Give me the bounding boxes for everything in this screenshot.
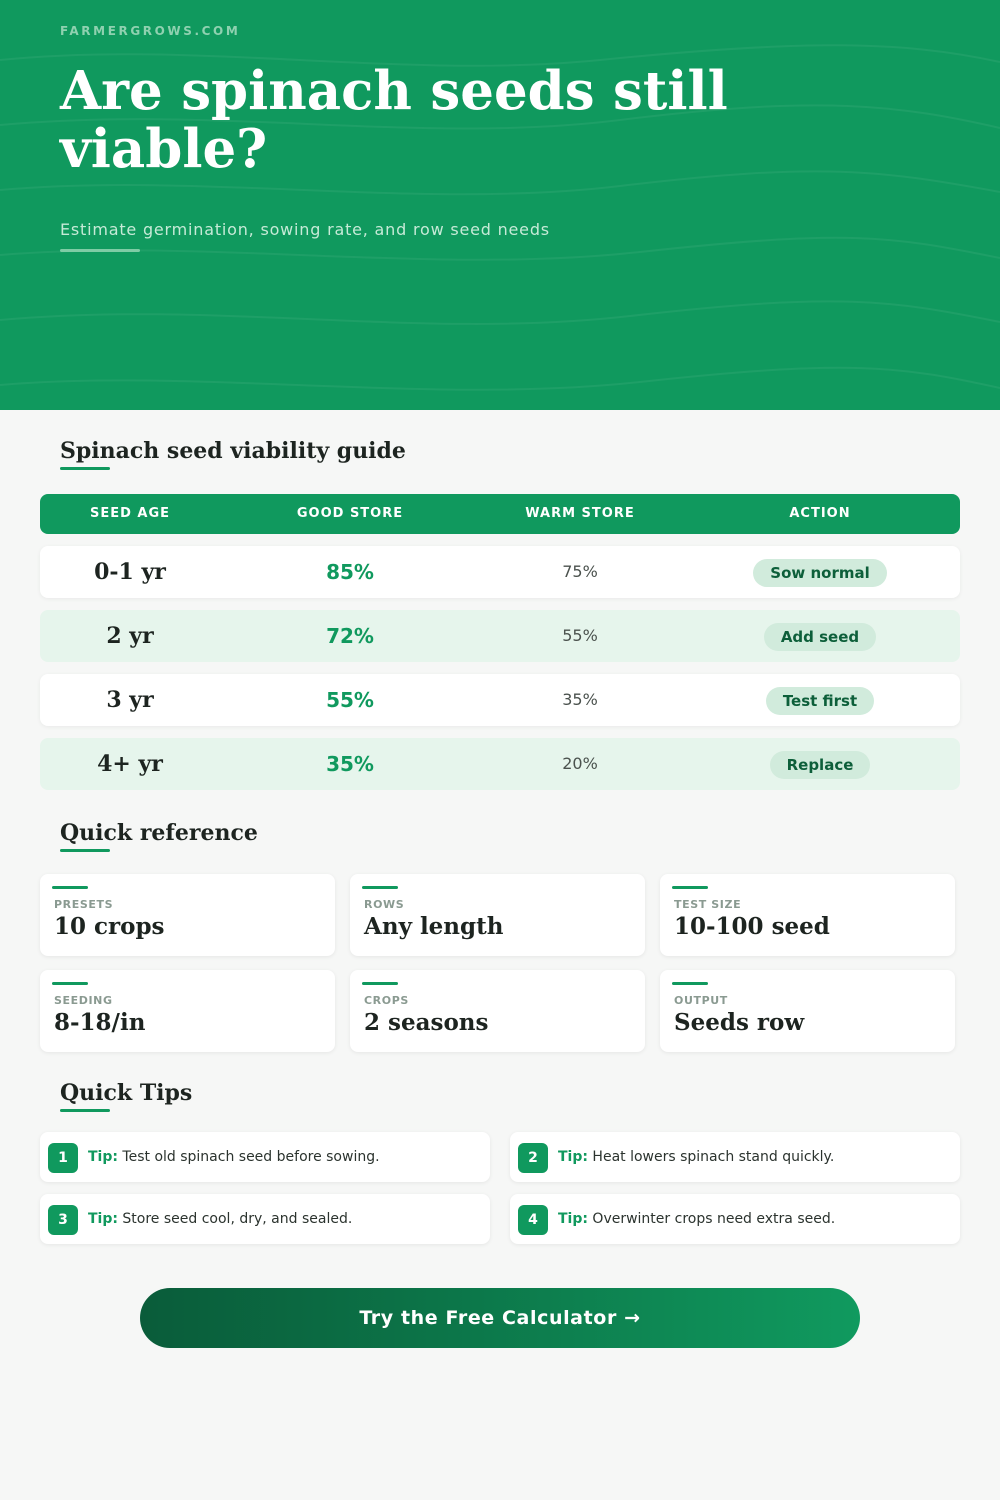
reference-title: Quick reference [60,820,258,846]
page-subtitle: Estimate germination, sowing rate, and row seed needs [60,220,550,239]
tip-prefix: Tip: [558,1149,588,1165]
tip-item [40,1132,490,1182]
warm-store-cell: 20% [562,754,598,773]
tip-body: Store seed cool, dry, and sealed. [122,1211,353,1227]
table-row [40,674,960,726]
reference-card-test-size [660,874,955,956]
card-value: Any length [364,913,504,940]
card-label: SEEDING [54,994,113,1007]
tip-body: Test old spinach seed before sowing. [122,1149,380,1165]
guide-title-underline [60,467,110,470]
tip-text [88,1132,380,1182]
seed-age-cell: 0-1 yr [94,559,166,585]
card-value: 10 crops [54,913,165,940]
good-store-cell: 72% [326,624,374,648]
table-row [40,738,960,790]
tip-item [510,1194,960,1244]
tip-body: Overwinter crops need extra seed. [592,1211,836,1227]
card-accent [52,982,88,985]
calculator-cta-button[interactable]: Try the Free Calculator → [140,1288,860,1348]
site-name[interactable]: FARMERGROWS.COM [60,24,241,38]
good-store-cell: 55% [326,688,374,712]
card-value: Seeds row [674,1009,805,1036]
tip-prefix: Tip: [88,1149,118,1165]
good-store-cell: 85% [326,560,374,584]
warm-store-cell: 35% [562,690,598,709]
table-row [40,546,960,598]
tip-prefix: Tip: [558,1211,588,1227]
hero-banner [0,0,1000,410]
column-header-good-store: GOOD STORE [296,506,404,521]
seed-age-cell: 4+ yr [97,751,163,777]
tip-prefix: Tip: [88,1211,118,1227]
tip-item [510,1132,960,1182]
action-badge: Add seed [764,623,876,651]
card-accent [362,982,398,985]
action-badge: Test first [766,687,874,715]
page-title: Are spinach seeds still viable? [60,60,728,180]
card-accent [362,886,398,889]
action-cell [710,674,930,726]
column-header-seed-age: SEED AGE [89,506,171,521]
subtitle-underline [60,249,140,252]
reference-title-underline [60,849,110,852]
card-value: 8-18/in [54,1009,146,1036]
tip-item [40,1194,490,1244]
tip-text [88,1194,352,1244]
table-row [40,610,960,662]
tip-number: 4 [518,1205,548,1235]
action-cell [710,738,930,790]
reference-card-output [660,970,955,1052]
good-store-cell: 35% [326,752,374,776]
seed-age-cell: 2 yr [106,623,154,649]
column-header-warm-store: WARM STORE [525,506,635,521]
action-badge: Sow normal [753,559,886,587]
tip-text [558,1132,834,1182]
card-label: CROPS [364,994,409,1007]
reference-card-presets [40,874,335,956]
reference-card-crops [350,970,645,1052]
tip-number: 1 [48,1143,78,1173]
reference-card-rows [350,874,645,956]
reference-card-seeding [40,970,335,1052]
column-header-action: ACTION [789,506,851,521]
warm-store-cell: 75% [562,562,598,581]
tip-body: Heat lowers spinach stand quickly. [592,1149,835,1165]
card-value: 10-100 seed [674,913,830,940]
card-accent [672,982,708,985]
tip-text [558,1194,835,1244]
action-cell [710,546,930,598]
tip-number: 2 [518,1143,548,1173]
action-badge: Replace [770,751,871,779]
card-label: ROWS [364,898,405,911]
card-label: TEST SIZE [674,898,742,911]
guide-title: Spinach seed viability guide [60,438,406,464]
tip-number: 3 [48,1205,78,1235]
seed-age-cell: 3 yr [106,687,154,713]
tips-title: Quick Tips [60,1080,193,1106]
table-header [40,494,960,534]
card-accent [672,886,708,889]
card-label: PRESETS [54,898,114,911]
card-label: OUTPUT [674,994,728,1007]
tips-title-underline [60,1109,110,1112]
action-cell [710,610,930,662]
warm-store-cell: 55% [562,626,598,645]
card-accent [52,886,88,889]
card-value: 2 seasons [364,1009,489,1036]
